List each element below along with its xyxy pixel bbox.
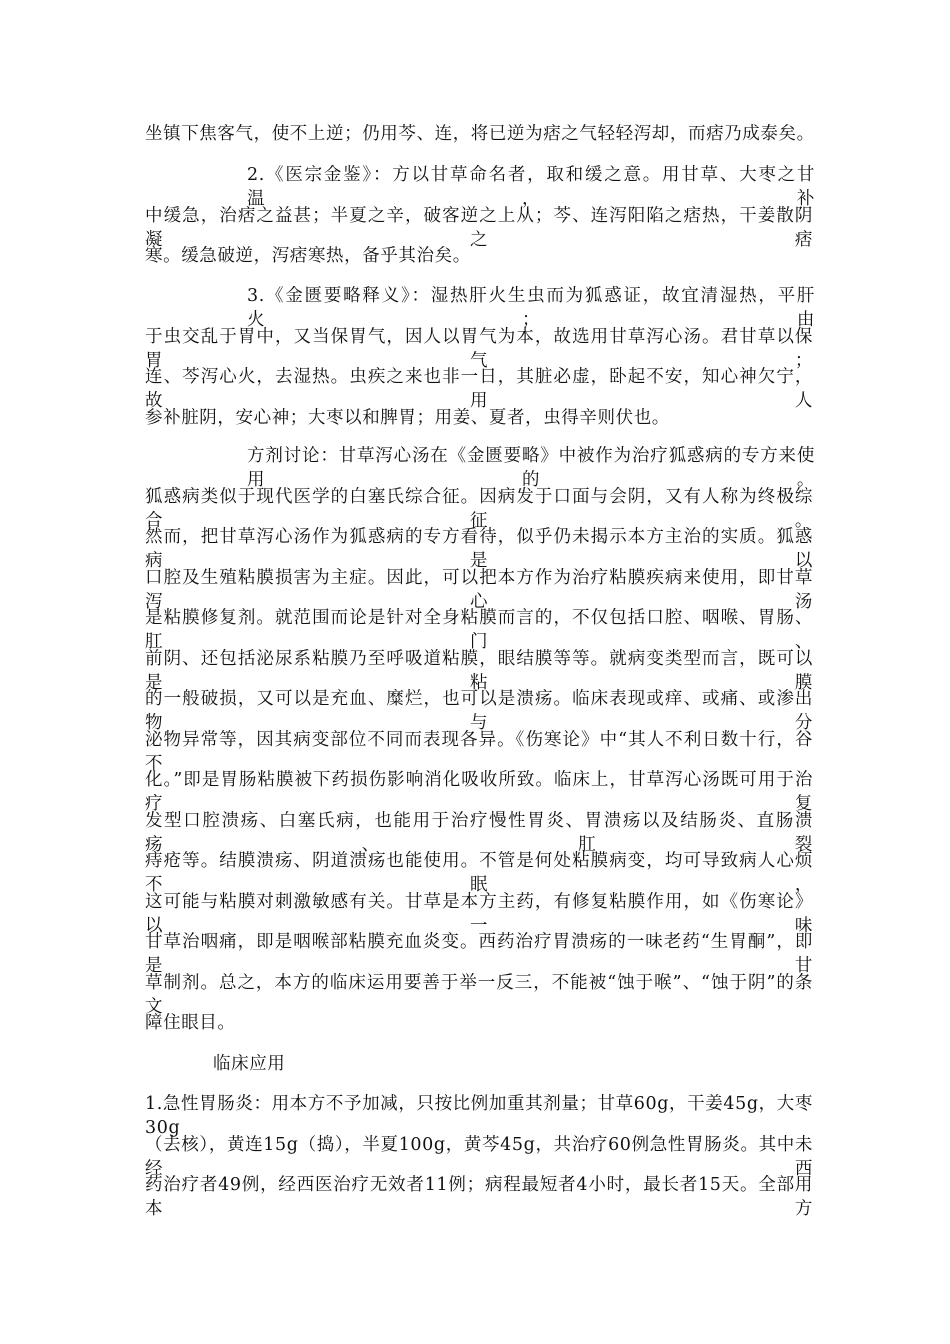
text-line: 寒。缓急破逆，泻痞寒热，备乎其治矣。	[145, 246, 471, 266]
text-line: 2.《医宗金鉴》：方以甘草命名者，取和缓之意。用甘草、大枣之甘温，补	[247, 165, 815, 209]
text-line: 坐镇下焦客气，使不上逆；仍用芩、连，将已逆为痞之气轻轻泻却，而痞乃成泰矣。	[145, 124, 815, 144]
text-line: 这可能与粘膜对刺激敏感有关。甘草是本方主药，有修复粘膜作用，如《伤寒论》以一味	[145, 892, 813, 936]
text-line: 1.急性胃肠炎：用本方不予加减，只按比例加重其剂量；甘草60g，干姜45g，大枣30g	[145, 1094, 813, 1138]
text-line: 参补脏阴，安心神；大枣以和脾胃；用姜、夏者，虫得辛则伏也。	[145, 408, 670, 428]
text-line: 发型口腔溃疡、白塞氏病，也能用于治疗慢性胃炎、胃溃疡以及结肠炎、直肠溃疡、肛裂	[145, 811, 813, 855]
text-line: 甘草治咽痛，即是咽喉部粘膜充血炎变。西药治疗胃溃疡的一味老药“生胃酮”，即是甘	[145, 932, 813, 976]
text-line: 方剂讨论：甘草泻心汤在《金匮要略》中被作为治疗狐惑病的专方来使用的。	[247, 446, 815, 490]
section-heading: 临床应用	[213, 1054, 286, 1074]
text-line: （去核），黄连15g（捣），半夏100g，黄芩45g，共治疗60例急性胃肠炎。其中未经西	[145, 1135, 813, 1179]
text-line: 于虫交乱于胃中，又当保胃气，因人以胃气为本，故选用甘草泻心汤。君甘草以保胃气；	[145, 327, 813, 371]
text-line: 的一般破损，又可以是充血、糜烂，也可以是溃疡。临床表现或痒、或痛、或渗出物与分	[145, 689, 813, 733]
text-line: 前阴、还包括泌尿系粘膜乃至呼吸道粘膜，眼结膜等等。就病变类型而言，既可以是粘膜	[145, 649, 813, 693]
text-line: 草制剂。总之，本方的临床运用要善于举一反三，不能被“蚀于喉”、“蚀于阴”的条文	[145, 973, 813, 1017]
text-line: 泌物异常等，因其病变部位不同而表现各异。《伤寒论》中“其人不利日数十行，谷不	[145, 730, 813, 774]
text-line: 然而，把甘草泻心汤作为狐惑病的专方看待，似乎仍未揭示本方主治的实质。狐惑病是以	[145, 527, 813, 571]
text-line: 痔疮等。结膜溃疡、阴道溃疡也能使用。不管是何处粘膜病变，均可导致病人心烦不眠，	[145, 851, 813, 895]
text-line: 口腔及生殖粘膜损害为主症。因此，可以把本方作为治疗粘膜疾病来使用，即甘草泻心汤	[145, 568, 813, 612]
text-line: 连、芩泻心火，去湿热。虫疾之来也非一日，其脏必虚，卧起不安，知心神欠宁，故用人	[145, 367, 813, 411]
text-line: 药治疗者49例，经西医治疗无效者11例；病程最短者4小时，最长者15天。全部用本方	[145, 1175, 813, 1219]
text-line: 障住眼目。	[145, 1013, 236, 1033]
text-line: 是粘膜修复剂。就范围而论是针对全身粘膜而言的，不仅包括口腔、咽喉、胃肠、肛门、	[145, 608, 813, 652]
text-line: 中缓急，治痞之益甚；半夏之辛，破客逆之上从；芩、连泻阳陷之痞热，干姜散阴凝之痞	[145, 206, 813, 250]
text-line: 化。”即是胃肠粘膜被下药损伤影响消化吸收所致。临床上，甘草泻心汤既可用于治疗复	[145, 770, 813, 814]
text-line: 狐惑病类似于现代医学的白塞氏综合征。因病发于口面与会阴，又有人称为终极综合征。	[145, 487, 813, 531]
text-line: 3.《金匮要略释义》：湿热肝火生虫而为狐惑证，故宜清湿热，平肝火；由	[247, 286, 815, 330]
